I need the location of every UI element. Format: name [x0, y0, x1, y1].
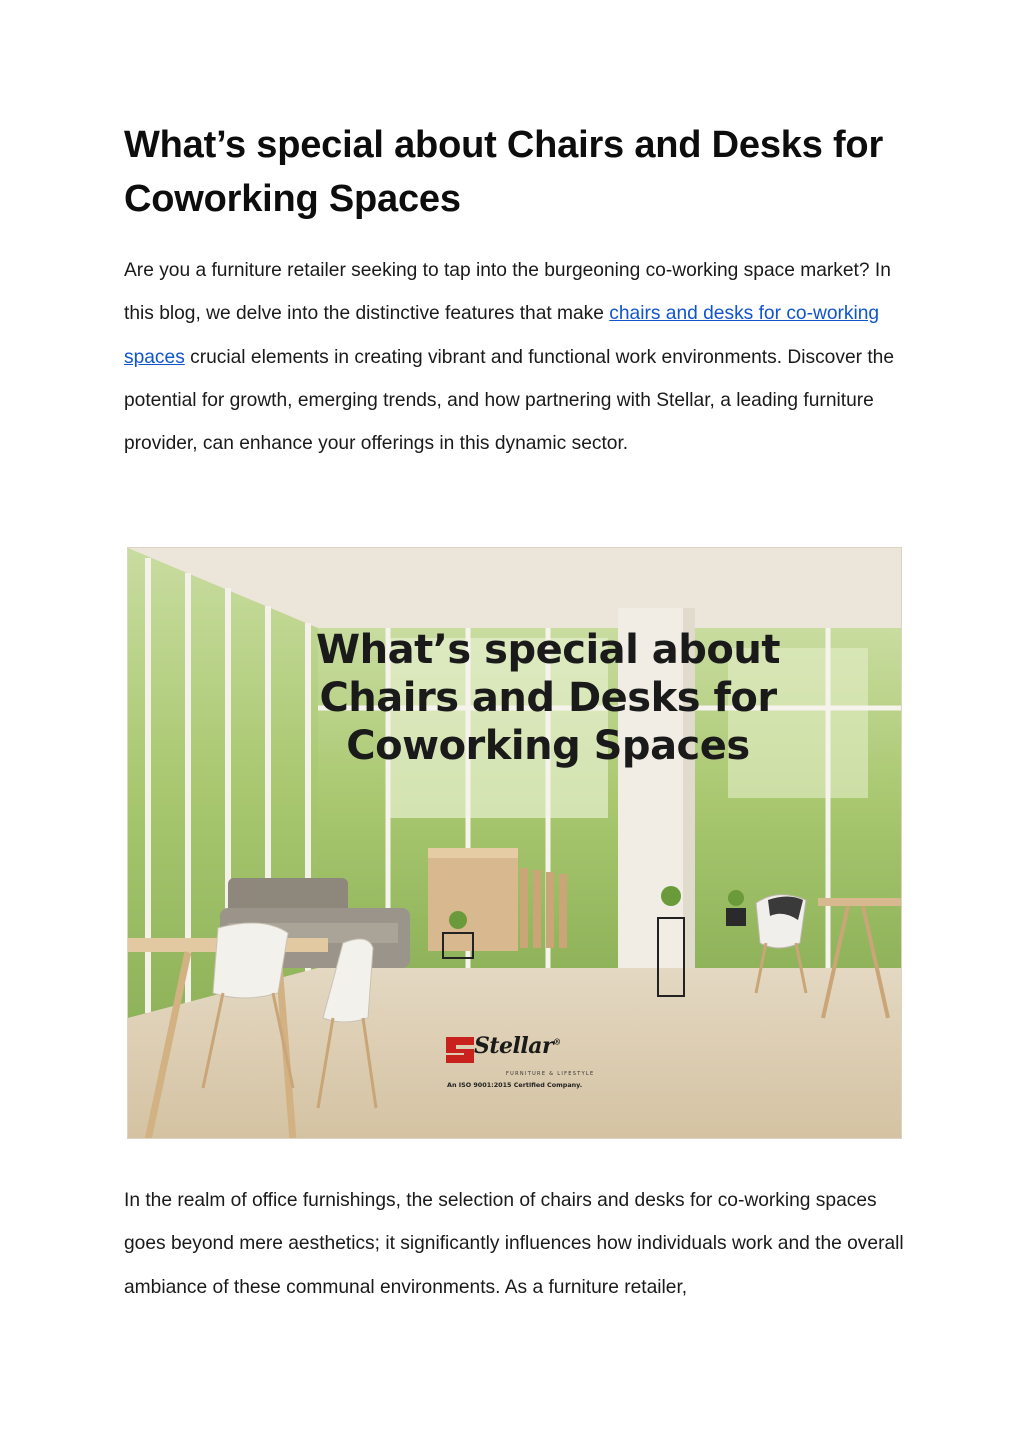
intro-text-before-link: Are you a furniture retailer seeking to tap into the burgeoning co-working space market? In this blog, we delve into the distinctive features that make	[124, 260, 891, 325]
hero-headline	[278, 626, 818, 770]
chairs-desks-link[interactable]: chairs and desks for co-working spaces	[124, 303, 880, 368]
hero-headline-line-3: Coworking Spaces	[346, 723, 750, 769]
hero-headline-line-2: Chairs and Desks for	[319, 675, 777, 721]
logo-name-text: Stellar	[474, 1033, 554, 1059]
article-title: What’s special about Chairs and Desks for Coworking Spaces	[124, 124, 884, 220]
stellar-logo	[444, 1033, 604, 1095]
logo-registered-mark: ®	[553, 1036, 561, 1047]
logo-wordmark	[474, 1033, 561, 1059]
logo-tagline: FURNITURE & LIFESTYLE	[506, 1071, 595, 1077]
intro-paragraph	[124, 249, 904, 465]
body-paragraph: In the realm of office furnishings, the selection of chairs and desks for co-working spaces goes beyond mere aesthetics; it significantly influences how individuals work and the overall ambiance of these communal environments. As a furniture retailer,	[124, 1190, 904, 1298]
stellar-logo-mark-icon	[444, 1035, 476, 1065]
hero-image	[127, 547, 902, 1139]
hero-headline-line-1: What’s special about	[316, 627, 780, 673]
intro-text-after-link: crucial elements in creating vibrant and functional work environments. Discover the potential for growth, emerging trends, and how partnering with Stellar, a leading furniture provider, can enhance your offerings in this dynamic sector.	[124, 346, 895, 455]
logo-certification: An ISO 9001:2015 Certified Company.	[447, 1081, 583, 1089]
